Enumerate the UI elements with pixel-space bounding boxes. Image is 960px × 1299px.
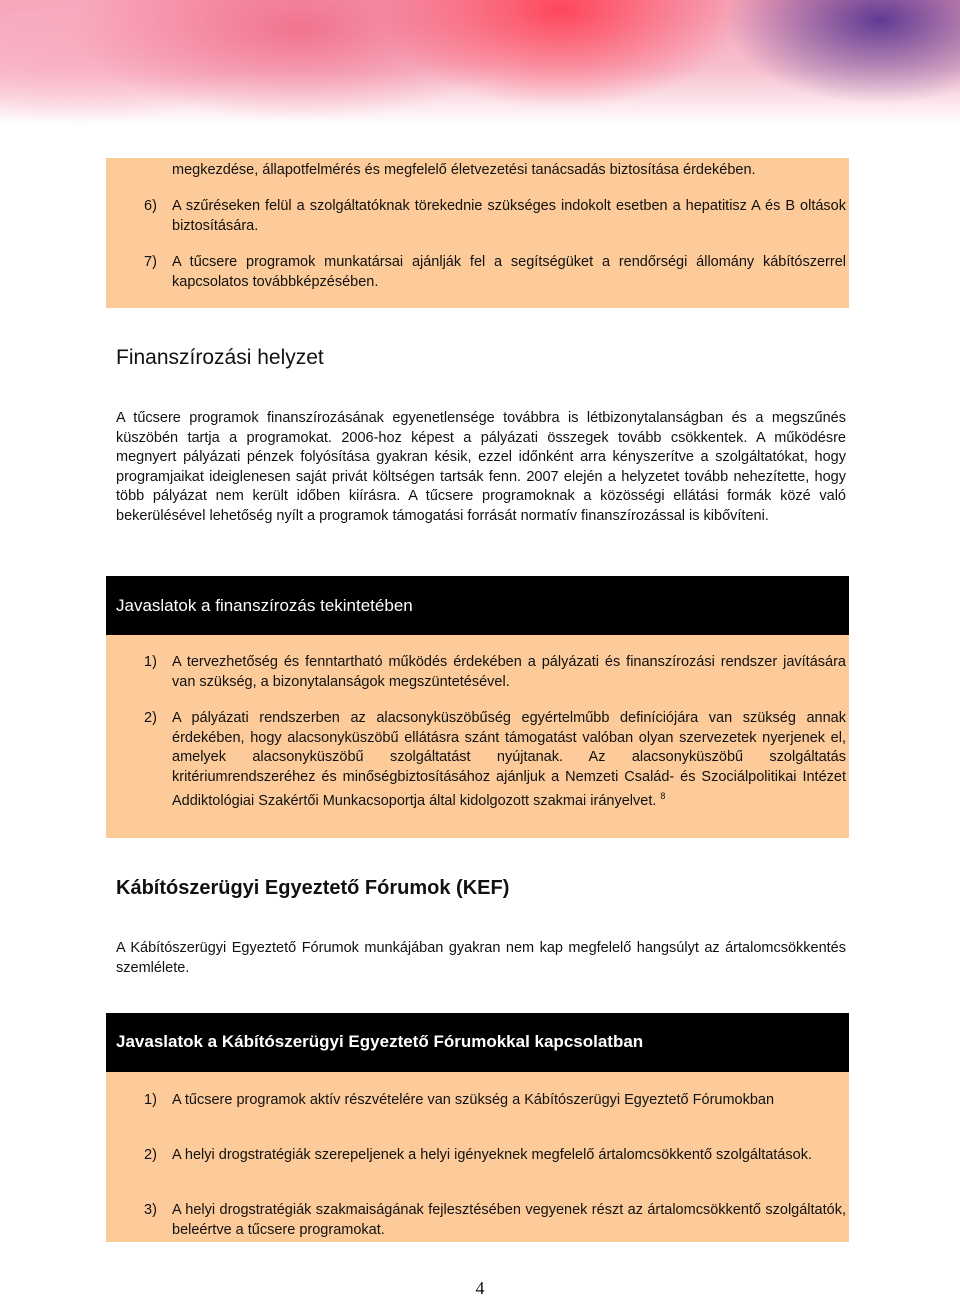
- list-item: 3) A helyi drogstratégiák szakmaiságának fejlesztésében vegyenek részt az ártalomcsökkentő szolgáltatók, beleértve a tűcsere programokat.: [144, 1202, 846, 1238]
- box-title-bar: [106, 1013, 849, 1072]
- section-heading-financing: Finanszírozási helyzet: [116, 346, 324, 369]
- box-title: Javaslatok a Kábítószerügyi Egyeztető Fórumokkal kapcsolatban: [116, 1032, 644, 1051]
- list-item: 6) A szűréseken felül a szolgáltatóknak törekednie szükséges indokolt esetben a hepatitisz A és B oltások biztosítására.: [144, 198, 846, 234]
- list-item: 7) A tűcsere programok munkatársai ajánlják fel a segítségüket a rendőrségi állomány kábítószerrel kapcsolatos továbbképzésében.: [144, 254, 846, 290]
- page-number: 4: [475, 1278, 485, 1298]
- list-item: 2) A pályázati rendszerben az alacsonyküszöbűség egyértelműbb definíciójára van szükség annak érdekében, hogy alacsonyküszöbű ellátásra szánt támogatást valóban olyan szervezetek nyerjenek el, amelyek alacsonyküszöbű szolgáltatást nyújtanak. Az alacsonyküszöbű szolgáltatás kritériumrendszeréhez és minőségbiztosításához ajánljuk a Nemzeti Család- és Szociálpolitikai Intézet Addiktológiai Szakértői Munkacsoportja által kidolgozott szakmai irányelvet. $^8$: [144, 710, 846, 810]
- list-item: 1) A tervezhetőség és fenntartható működés érdekében a pályázati és finanszírozási rendszer javítására van szükség, a bizonytalanságok megszüntetésével.: [144, 654, 846, 690]
- header-banner: [0, 0, 960, 126]
- box-title: Javaslatok a finanszírozás tekintetében: [116, 596, 413, 615]
- list-item: 1) A tűcsere programok aktív részvételére van szükség a Kábítószerügyi Egyeztető Fórumokban: [144, 1092, 775, 1108]
- continued-text: megkezdése, állapotfelmérés és megfelelő életvezetési tanácsadás biztosítása érdekében.: [172, 162, 756, 178]
- section-heading-kef: Kábítószerügyi Egyeztető Fórumok (KEF): [116, 877, 510, 899]
- box-title-bar: [106, 576, 849, 635]
- list-item: 2) A helyi drogstratégiák szerepeljenek a helyi igényeknek megfelelő ártalomcsökkentő szolgáltatások.: [144, 1147, 812, 1163]
- financing-paragraph: A tűcsere programok finanszírozásának egyenetlensége továbbra is létbizonytalanságban és a megszűnés küszöbén tartja a programokat. 2006-hoz képest a pályázati összegek tovább csökkentek. A működésre megnyert pályázati pénzek folyósítása gyakran késik, ezzel időnként arra kényszerítve a szolgáltatókat, hogy programjaikat ideiglenesen saját privát költségen tartsák fenn. 2007 elején a helyzetet tovább nehezítette, hogy több pályázat nem került időben kiírásra. A tűcsere programoknak a közösségi ellátási formák közé való bekerülésével lehetőség nyílt a programok támogatási forrását normatív finanszírozással is kibővíteni.: [116, 410, 846, 524]
- kef-paragraph: A Kábítószerügyi Egyeztető Fórumok munkájában gyakran nem kap megfelelő hangsúlyt az ártalomcsökkentés szemlélete.: [116, 940, 846, 976]
- footnote-ref: 8: [660, 791, 666, 802]
